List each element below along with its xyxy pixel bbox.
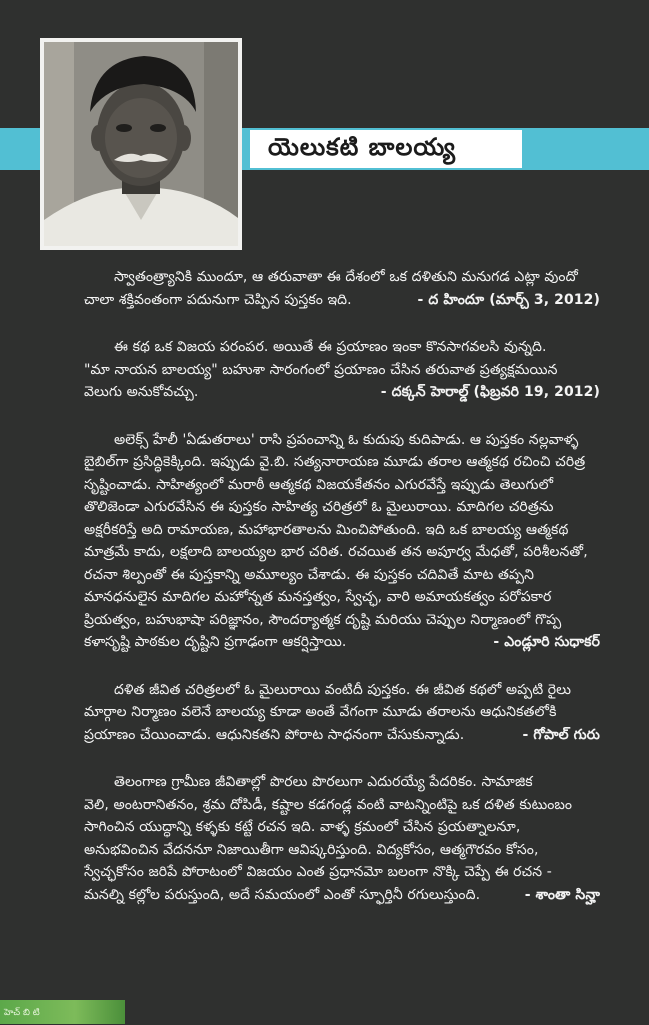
review-paragraph xyxy=(84,266,600,311)
review-line-text: చాలా శక్తివంతంగా పదునుగా చెప్పిన పుస్తకం ఇది. xyxy=(84,291,352,308)
review-line: రచనా శిల్పంతో ఈ పుస్తకాన్ని అమూల్యం చేశాడు. ఈ పుస్తకం చదివితే మాట తప్పని xyxy=(84,566,535,583)
review-line xyxy=(84,631,600,654)
author-photo xyxy=(40,38,242,250)
review-line-text: కళాసృష్టి పాఠకుల దృష్టిని ప్రగాఢంగా ఆకర్షిస్తాయి. xyxy=(84,634,347,650)
author-portrait-image xyxy=(44,42,238,246)
review-attribution: - ఎండ్లూరి సుధాకర్ xyxy=(493,634,600,650)
review-paragraph xyxy=(84,771,600,906)
review-line xyxy=(84,724,600,747)
review-line: మాత్రమే కాదు, లక్షలాది బాలయ్యల భార చరిత. రచయిత తన అపూర్వ మేధతో, పరిశీలనతో, xyxy=(84,544,588,560)
review-line: మానధనులైన మాదిగల మహోన్నత మనస్తత్వం, స్వేచ్ఛ, వారి అమాయకత్వం పరోపకార xyxy=(84,589,552,605)
review-line: తొలిజెండా ఎగురవేసిన ఈ పుస్తకం సాహిత్య చరిత్రలో ఓ మైలురాయి. మాదిగల చరిత్రను xyxy=(84,499,554,515)
review-line: సాగించిన యుద్ధాన్ని కళ్ళకు కట్టే రచన ఇది. వాళ్ళ క్రమంలో చేసిన ప్రయత్నాలనూ, xyxy=(84,819,521,835)
review-attribution: - శాంతా సిన్హా xyxy=(524,886,600,903)
review-line xyxy=(84,289,600,312)
review-line: వెలి, అంటరానితనం, శ్రమ దోపిడీ, కష్టాల కడగండ్ల వంటి వాటన్నింటిపై ఒక దళిత కుటుంబం xyxy=(84,796,573,813)
review-line-text: వెలుగు అనుకోవచ్చు. xyxy=(84,384,199,400)
review-line: మార్గాల నిర్మాణం వలెనే బాలయ్య కూడా అంతే వేగంగా మూడు తరాలను ఆధునికతలోకి xyxy=(84,704,557,720)
review-line: బైబిల్‌గా ప్రసిద్ధికెక్కింది. ఇప్పుడు వై.బి. సత్యనారాయణ మూడు తరాల ఆత్మకథ రచించి చరిత్ర xyxy=(84,454,586,470)
review-line xyxy=(84,381,600,404)
review-line: ప్రియత్వం, బహుభాషా పరిజ్ఞానం, సౌందర్యాత్మక దృష్టి మరియు చెప్పుల నిర్మాణంలో గొప్ప xyxy=(84,611,562,628)
review-line: అనుభవించిన వేదననూ నిజాయితీగా ఆవిష్కరిస్తుంది. విద్యకోసం, ఆత్మగౌరవం కోసం, xyxy=(84,841,539,858)
review-paragraph xyxy=(84,336,600,404)
review-line: "మా నాయన బాలయ్య" బహుశా సారంగంలో ప్రయాణం చేసిన తరువాత ప్రత్యక్షమయిన xyxy=(84,361,558,378)
review-line: స్వేచ్ఛకోసం జరిపే పోరాటంలో విజయం ఎంత ప్రధానమో బలంగా నొక్కి చెప్పే ఈ రచన - xyxy=(84,864,552,880)
reviews-content xyxy=(84,266,600,931)
review-line xyxy=(84,884,600,907)
book-title: యెలుకటి బాలయ్య xyxy=(268,131,456,161)
review-line: తెలంగాణ గ్రామీణ జీవితాల్లో పొరలు పొరలుగా ఎదురయ్యే పేదరికం. సామాజిక xyxy=(114,774,533,790)
review-line: సృష్టించాడు. సాహిత్యంలో మరాఠీ ఆత్మకథ విజయకేతనం ఎగురవేస్తే ఇప్పుడు తెలుగులో xyxy=(84,476,554,493)
review-line-text: మనల్ని కల్లోల పరుస్తుంది, అదే సమయంలో ఎంతో స్ఫూర్తినీ రగులుస్తుంది. xyxy=(84,886,481,903)
review-attribution: - ద హిందూ (మార్చ్ 3, 2012) xyxy=(417,291,600,308)
review-paragraph xyxy=(84,429,600,654)
review-line-text: ప్రయాణం చేయించాడు. ఆధునికతని పోరాట సాధనంగా చేసుకున్నాడు. xyxy=(84,726,465,743)
publisher-logo-strip xyxy=(0,1000,125,1024)
publisher-logo-text: హెచ్ బి టి xyxy=(4,1008,40,1018)
review-paragraph xyxy=(84,679,600,747)
review-line: అక్షరీకరిస్తే అది రామాయణ, మహాభారతాలను మించిపోతుంది. ఇది ఒక బాలయ్య ఆత్మకథ xyxy=(84,521,569,538)
title-box xyxy=(250,130,522,168)
review-line: దళిత జీవిత చరిత్రలలో ఓ మైలురాయి వంటిదీ పుస్తకం. ఈ జీవిత కథలో అప్పటి రైలు xyxy=(114,681,572,698)
review-line: ఈ కథ ఒక విజయ పరంపర. అయితే ఈ ప్రయాణం ఇంకా కొనసాగవలసి వున్నది. xyxy=(114,339,547,355)
review-line: అలెక్స్ హేలీ 'ఏడుతరాలు' రాసి ప్రపంచాన్ని ఓ కుదుపు కుదిపాడు. ఆ పుస్తకం నల్లవాళ్ళ xyxy=(114,431,579,448)
review-attribution: - గోపాల్ గురు xyxy=(522,726,600,743)
review-attribution: - దక్కన్ హెరాల్డ్ (ఫిబ్రవరి 19, 2012) xyxy=(380,384,600,400)
review-line: స్వాతంత్ర్యానికి ముందూ, ఆ తరువాతా ఈ దేశంలో ఒక దళితుని మనుగడ ఎట్లా వుందో xyxy=(114,269,578,285)
